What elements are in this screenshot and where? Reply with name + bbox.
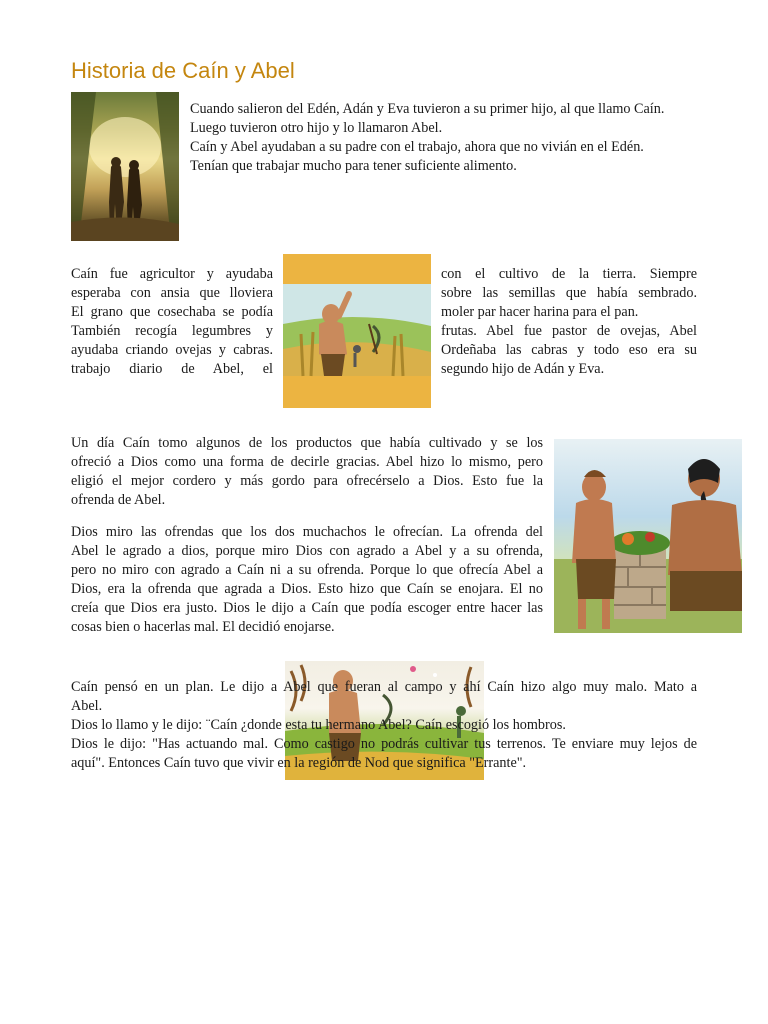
farmer-left-line: trabajo diario de Abel, el: [71, 361, 273, 377]
offering-line: ofrenda de Abel.: [71, 492, 166, 508]
page-title: Historia de Caín y Abel: [71, 58, 295, 83]
offering-paragraph-2: [71, 523, 543, 637]
farmer-image: [283, 254, 431, 408]
offering-line: Dios miro las ofrendas que los dos muchachos le ofrecían. La ofrenda del: [71, 524, 543, 540]
intro-line: Cuando salieron del Edén, Adán y Eva tuvieron a su primer hijo, al que llamo Caín.: [190, 101, 665, 117]
ending-line: Abel.: [71, 698, 103, 714]
farmer-right-line: sobre las semillas que había sembrado.: [441, 285, 697, 301]
offering-line: eligió el mejor cordero y más gordo para ofrecérselo a Dios. Esto fue la: [71, 473, 543, 489]
farmer-left-line: El grano que cosechaba se podía: [71, 304, 273, 320]
offering-line: ofreció a Dios como una forma de decirle gracias. Abel hizo lo mismo, pero: [71, 454, 543, 470]
eden-image: [71, 92, 179, 241]
farmer-left-line: esperaba con ansia que lloviera: [71, 285, 273, 301]
offering-line: pero no miro con agrado a Caín ni a su ofrenda. Porque lo que ofrecía Abel a: [71, 562, 543, 578]
offering-line: Dios, era la ofrenda que agrada a Dios. Esto hizo que Caín se enojara. El no: [71, 581, 543, 597]
farmer-left-line: Caín fue agricultor y ayudaba: [71, 266, 273, 282]
farmer-right-column: [441, 265, 697, 379]
ending-line: Dios lo llamo y le dijo: ¨Caín ¿donde esta tu hermano Abel? Caín escogió los hombros.: [71, 717, 566, 733]
ending-line: aquí". Entonces Caín tuvo que vivir en la región de Nod que significa "Errante".: [71, 755, 527, 771]
farmer-right-line: moler par hacer harina para el pan.: [441, 304, 639, 320]
farmer-right-line: segundo hijo de Adán y Eva.: [441, 361, 605, 377]
intro-paragraph: [190, 100, 702, 176]
offering-line: cosas bien o hacerlas mal. El decidió enojarse.: [71, 619, 335, 635]
farmer-right-line: frutas. Abel fue pastor de ovejas, Abel: [441, 323, 697, 339]
farmer-right-line: Ordeñaba las cabras y todo eso era su: [441, 342, 697, 358]
intro-line: Tenían que trabajar mucho para tener suficiente alimento.: [190, 158, 517, 174]
ending-line: Dios le dijo: "Has actuando mal. Como castigo no podrás cultivar tus terrenos. Te enviare muy lejos de: [71, 736, 697, 752]
intro-line: Caín y Abel ayudaban a su padre con el trabajo, ahora que no vivián en el Edén.: [190, 139, 644, 155]
offering-paragraph-1: [71, 434, 543, 510]
intro-line: Luego tuvieron otro hijo y lo llamaron Abel.: [190, 120, 443, 136]
ending-paragraph: [71, 678, 697, 773]
farmer-right-line: con el cultivo de la tierra. Siempre: [441, 266, 697, 282]
offering-line: creía que Dios era justo. Dios le dijo a Caín que podía escoger entre hacer las: [71, 600, 543, 616]
ending-line: Caín pensó en un plan. Le dijo a Abel que fueran al campo y ahí Caín hizo algo muy malo. Mato a: [71, 679, 697, 695]
offering-line: Abel le agrado a dios, porque miro Dios con agrado a Abel y a su ofrenda,: [71, 543, 543, 559]
offering-line: Un día Caín tomo algunos de los productos que había cultivado y se los: [71, 435, 543, 451]
altar-image: [554, 439, 742, 633]
farmer-left-line: ayudaba criando ovejas y cabras.: [71, 342, 273, 358]
farmer-left-line: También recogía legumbres y: [71, 323, 273, 339]
farmer-left-column: [71, 265, 273, 379]
